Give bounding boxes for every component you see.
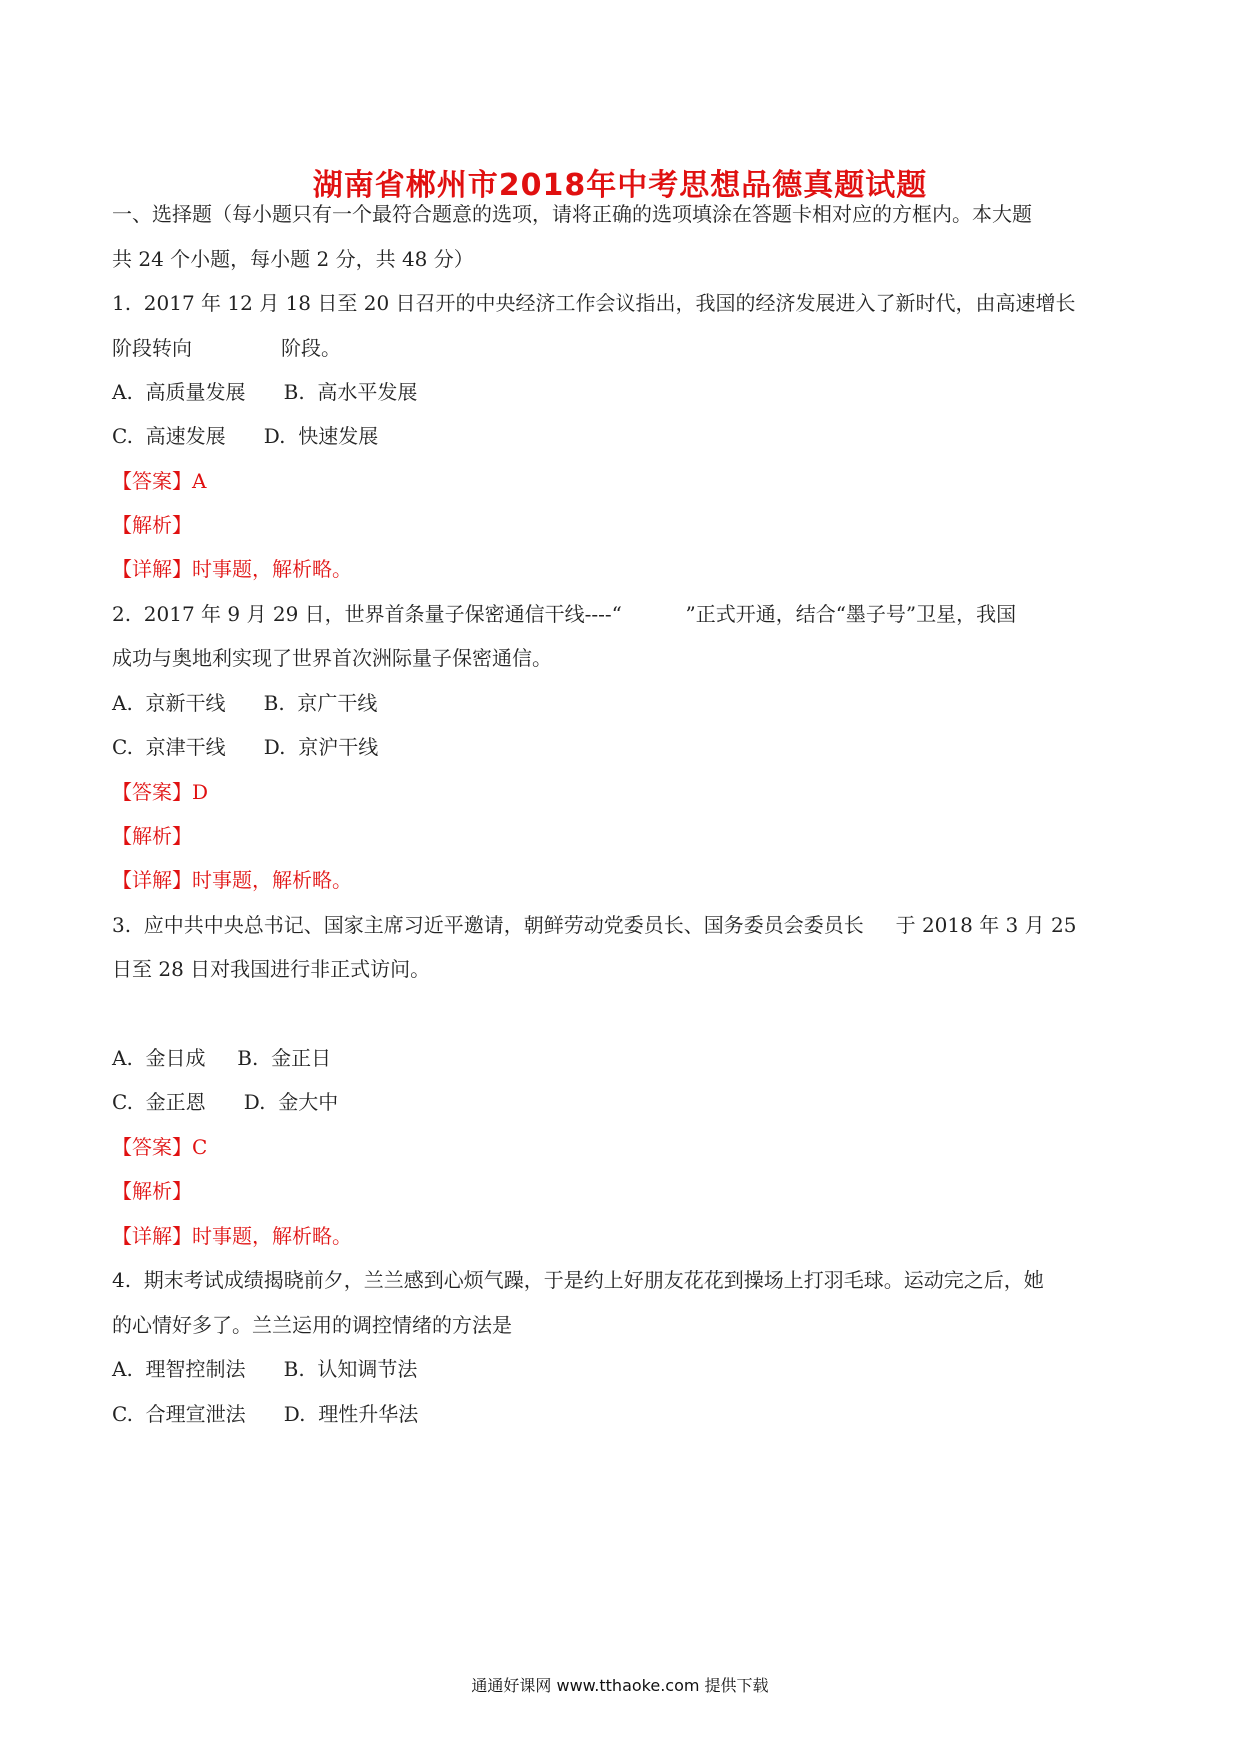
question-3-text: 3. 应中共中央总书记、国家主席习近平邀请，朝鲜劳动党委员长、国务委员会委员长 于 2018 年 3 月 25 <box>112 913 1077 937</box>
question-3-options-ab: A. 金日成 B. 金正日 <box>112 1046 332 1070</box>
question-1-answer: 【答案】A <box>112 469 207 493</box>
question-2-options-ab: A. 京新干线 B. 京广干线 <box>112 691 378 715</box>
question-2-detail: 【详解】时事题，解析略。 <box>112 868 352 892</box>
question-3-detail: 【详解】时事题，解析略。 <box>112 1224 352 1248</box>
question-2-options-cd: C. 京津干线 D. 京沪干线 <box>112 735 379 759</box>
question-3-options-cd: C. 金正恩 D. 金大中 <box>112 1090 339 1114</box>
question-1-options-cd: C. 高速发展 D. 快速发展 <box>112 424 379 448</box>
question-3-analysis: 【解析】 <box>112 1179 192 1203</box>
question-3-answer: 【答案】C <box>112 1135 208 1159</box>
page-footer: 通通好课网 www.tthaoke.com 提供下载 <box>471 1676 769 1695</box>
instructions-line-2: 共 24 个小题，每小题 2 分，共 48 分） <box>112 247 474 271</box>
page-title: 湖南省郴州市2018年中考思想品德真题试题 <box>312 168 928 203</box>
question-2-analysis: 【解析】 <box>112 824 192 848</box>
question-4-text: 4. 期末考试成绩揭晓前夕，兰兰感到心烦气躁，于是约上好朋友花花到操场上打羽毛球。运动完之后，她 <box>112 1268 1044 1292</box>
question-4-options-ab: A. 理智控制法 B. 认知调节法 <box>112 1357 418 1381</box>
question-2-text-cont: 成功与奥地利实现了世界首次洲际量子保密通信。 <box>112 646 552 670</box>
question-2-text: 2. 2017 年 9 月 29 日，世界首条量子保密通信干线----“ ”正式开通，结合“墨子号”卫星，我国 <box>112 602 1017 626</box>
instructions-line-1: 一、选择题（每小题只有一个最符合题意的选项，请将正确的选项填涂在答题卡相对应的方框内。本大题 <box>112 202 1032 226</box>
question-1-text-cont: 阶段转向 阶段。 <box>112 336 342 360</box>
question-1-analysis: 【解析】 <box>112 513 192 537</box>
question-4-options-cd: C. 合理宣泄法 D. 理性升华法 <box>112 1402 419 1426</box>
question-1-options-ab: A. 高质量发展 B. 高水平发展 <box>112 380 418 404</box>
question-4-text-cont: 的心情好多了。兰兰运用的调控情绪的方法是 <box>112 1313 512 1337</box>
question-1-detail: 【详解】时事题，解析略。 <box>112 557 352 581</box>
question-3-text-cont: 日至 28 日对我国进行非正式访问。 <box>112 957 431 981</box>
question-1-text: 1. 2017 年 12 月 18 日至 20 日召开的中央经济工作会议指出，我国的经济发展进入了新时代，由高速增长 <box>112 291 1076 315</box>
question-2-answer: 【答案】D <box>112 780 209 804</box>
